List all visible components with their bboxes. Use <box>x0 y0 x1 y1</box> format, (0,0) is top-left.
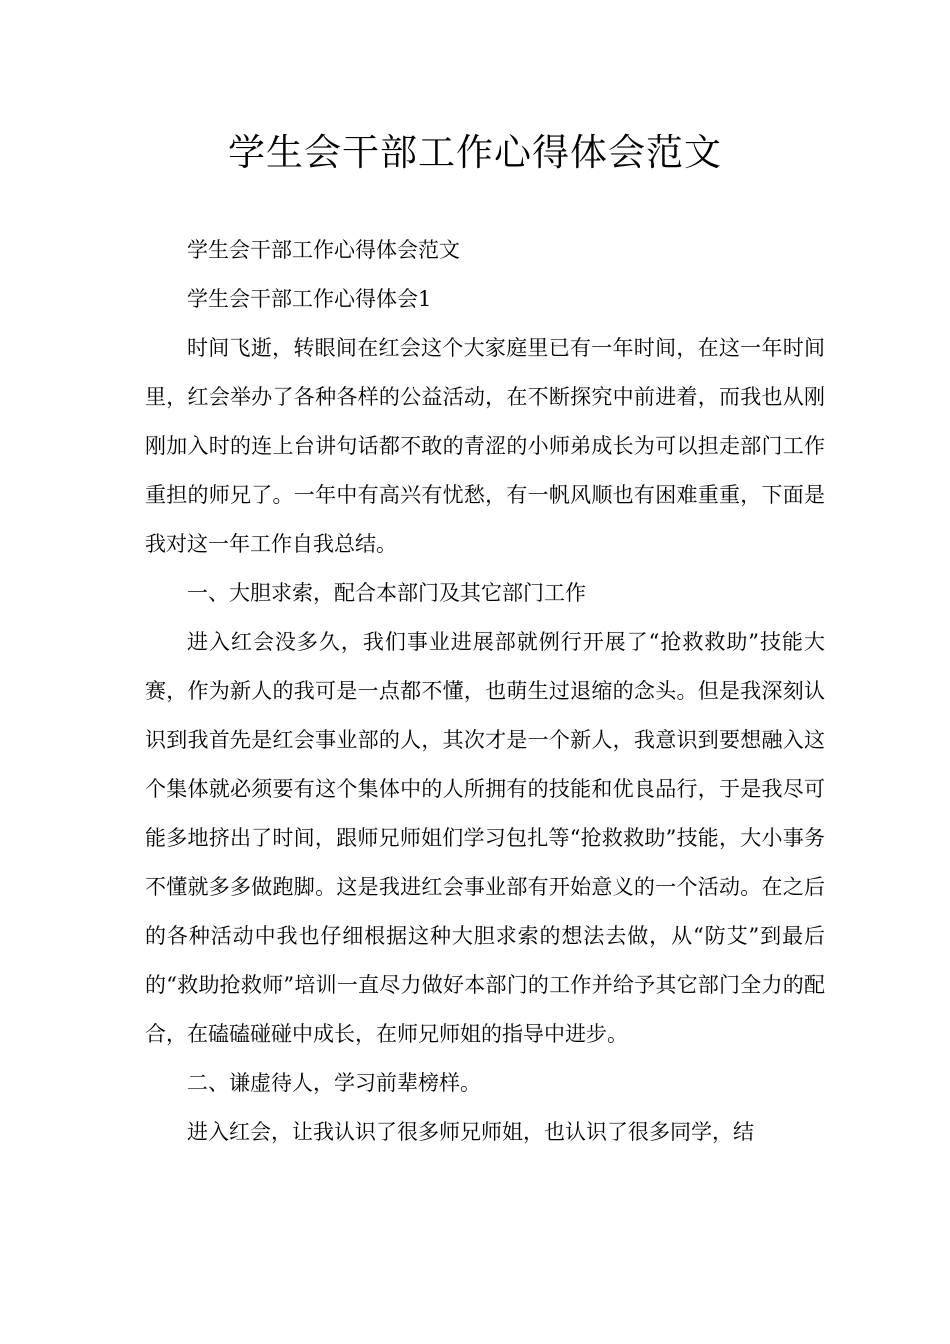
document-title: 学生会干部工作心得体会范文 <box>228 131 722 174</box>
section-heading-2: 二、谦虚待人，学习前辈榜样。 <box>187 1071 481 1095</box>
paragraph-section-2: 进入红会，让我认识了很多师兄师姐，也认识了很多同学，结 <box>187 1120 754 1144</box>
document-body <box>145 226 825 1157</box>
paragraph-subtitle: 学生会干部工作心得体会范文 <box>187 238 460 262</box>
paragraph-section-1: 进入红会没多久，我们事业进展部就例行开展了“抢救救助”技能大赛，作为新人的我可是一点都不懂，也萌生过退缩的念头。但是我深刻认识到我首先是红会事业部的人，其次才是一个新人，我意识到要想融入这个集体就必须要有这个集体中的人所拥有的技能和优良品行，于是我尽可能多地挤出了时间，跟师兄师姐们学习包扎等“抢救救助”技能，大小事务不懂就多多做跑脚。这是我进红会事业部有开始意义的一个活动。在之后的各种活动中我也仔细根据这种大胆求索的想法去做，从“防艾”到最后的“救助抢救师”培训一直尽力做好本部门的工作并给予其它部门全力的配合，在磕磕碰碰中成长，在师兄师姐的指导中进步。 <box>145 630 825 1046</box>
paragraph-heading-part-1: 学生会干部工作心得体会1 <box>187 287 432 311</box>
paragraph-intro: 时间飞逝，转眼间在红会这个大家庭里已有一年时间，在这一年时间里，红会举办了各种各样的公益活动，在不断探究中前进着，而我也从刚刚加入时的连上台讲句话都不敢的青涩的小师弟成长为可以担走部门工作重担的师兄了。一年中有高兴有忧愁，有一帆风顺也有困难重重，下面是我对这一年工作自我总结。 <box>145 336 825 556</box>
section-heading-1: 一、大胆求索，配合本部门及其它部门工作 <box>187 581 586 605</box>
